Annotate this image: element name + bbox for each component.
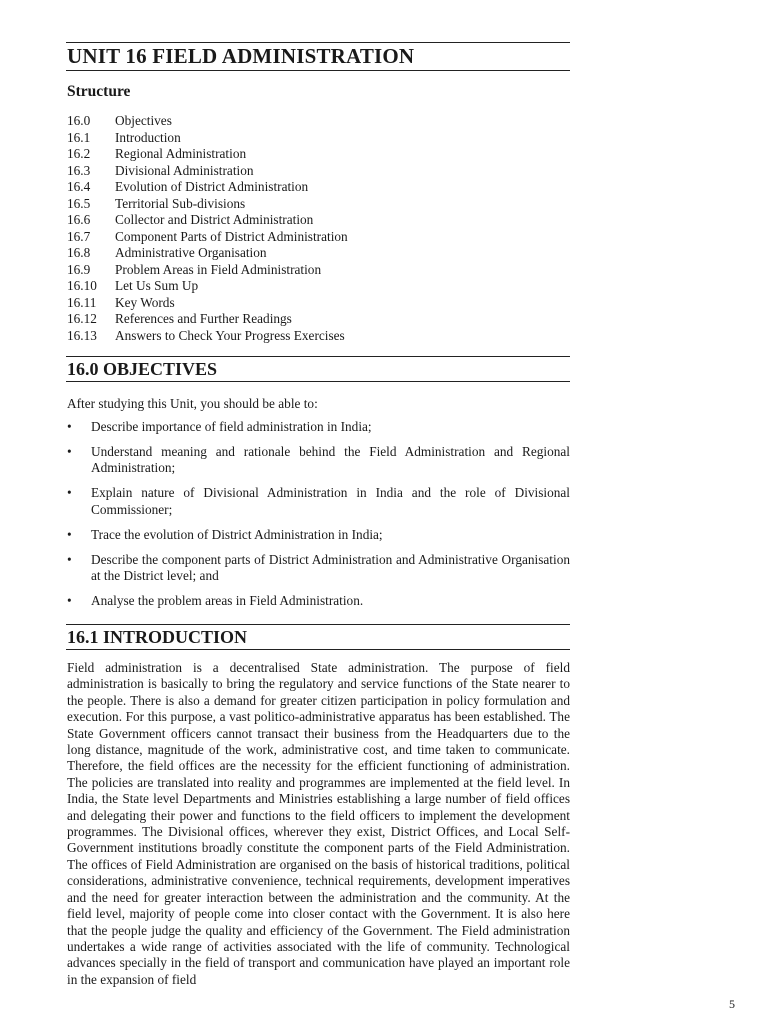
objectives-list bbox=[67, 419, 570, 618]
structure-item-label: Regional Administration bbox=[115, 146, 247, 161]
objective-item bbox=[67, 419, 570, 435]
structure-item-number: 16.0 bbox=[67, 113, 91, 128]
structure-item-label: References and Further Readings bbox=[115, 311, 292, 326]
objective-item bbox=[67, 527, 570, 543]
structure-item bbox=[67, 229, 348, 246]
structure-item bbox=[67, 179, 348, 196]
structure-item-number: 16.11 bbox=[67, 294, 97, 310]
bullet-icon: • bbox=[67, 444, 72, 459]
introduction-top-rule bbox=[66, 624, 570, 625]
structure-item-number: 16.12 bbox=[67, 311, 97, 326]
bullet-icon: • bbox=[67, 485, 72, 501]
structure-item bbox=[67, 295, 348, 312]
objective-item bbox=[67, 593, 570, 609]
structure-item-number: 16.1 bbox=[67, 129, 91, 145]
top-rule bbox=[66, 42, 570, 43]
introduction-paragraph: Field administration is a decentralised State administration. The purpose of field administration is basically to bring the regulatory and service functions of the State nearer to the people. There is also a demand for greater citizen participation in policy formulation and execution. For this purpose, a vast politico-administrative apparatus has been established. The State Government officers cannot transact their business from the Headquarters due to the long distance, magnitude of the work, administrative cost, and time taken to communicate. Therefore, the field offices are the necessity for the efficient functioning of administration. The policies are translated into reality and programmes are implemented at the field level. In India, the State level Departments and Ministries establishing a large number of field offices and delegating their power and functions to the field officers to implement the development programmes. The Divisional offices, wherever they exist, District Offices, and Local Self-Government institutions broadly constitute the component parts of the Field Administration. The offices of Field Administration are organised on the basis of historical traditions, political considerations, administrative convenience, technical requirements, development imperatives and the need for greater interaction between the administration and the community. At the field level, majority of people come into closer contact with the Government. It is also here that the people judge the quality and efficiency of the Government. The Field administration undertakes a wide range of activities associated with the life of community. Technological advances specially in the field of transport and communication have played an important role in the expansion of field bbox=[67, 660, 570, 987]
objective-text: Describe the component parts of District Administration and Administrative Organisation at the District level; and bbox=[91, 551, 570, 584]
bullet-icon: • bbox=[67, 593, 72, 609]
structure-item-number: 16.8 bbox=[67, 245, 91, 260]
objective-text: Explain nature of Divisional Administration in India and the role of Divisional Commissioner; bbox=[91, 485, 570, 517]
bullet-icon: • bbox=[67, 526, 72, 542]
structure-item-number: 16.13 bbox=[67, 327, 97, 343]
structure-item-number: 16.7 bbox=[67, 228, 91, 244]
structure-item bbox=[67, 196, 348, 213]
structure-item bbox=[67, 163, 348, 180]
objective-text: Describe importance of field administration in India; bbox=[91, 419, 372, 434]
structure-item-number: 16.9 bbox=[67, 261, 91, 277]
structure-item-number: 16.5 bbox=[67, 195, 91, 211]
objectives-intro: After studying this Unit, you should be able to: bbox=[67, 396, 318, 411]
bullet-icon: • bbox=[67, 419, 72, 434]
objective-text: Trace the evolution of District Administration in India; bbox=[91, 526, 383, 542]
structure-item-number: 16.2 bbox=[67, 146, 91, 161]
introduction-heading: 16.1 INTRODUCTION bbox=[67, 627, 248, 647]
structure-list bbox=[67, 113, 348, 344]
objective-item bbox=[67, 444, 570, 477]
objective-text: Understand meaning and rationale behind the Field Administration and Regional Administration; bbox=[91, 444, 570, 476]
structure-item bbox=[67, 130, 348, 147]
bullet-icon: • bbox=[67, 551, 72, 567]
structure-item bbox=[67, 262, 348, 279]
title-underline bbox=[66, 70, 570, 71]
objectives-heading: 16.0 OBJECTIVES bbox=[67, 359, 218, 379]
structure-item-label: Key Words bbox=[115, 294, 175, 310]
structure-item-label: Administrative Organisation bbox=[115, 245, 267, 260]
structure-item-label: Introduction bbox=[115, 129, 181, 145]
structure-item-label: Divisional Administration bbox=[115, 162, 254, 178]
unit-title: UNIT 16 FIELD ADMINISTRATION bbox=[67, 44, 415, 68]
objective-text: Analyse the problem areas in Field Administration. bbox=[91, 593, 364, 609]
structure-item-number: 16.6 bbox=[67, 212, 91, 227]
structure-item bbox=[67, 245, 348, 262]
structure-item-number: 16.3 bbox=[67, 162, 91, 178]
structure-item bbox=[67, 328, 348, 345]
structure-item bbox=[67, 146, 348, 163]
structure-item-label: Evolution of District Administration bbox=[115, 179, 309, 194]
structure-item-number: 16.10 bbox=[67, 278, 97, 293]
introduction-bottom-rule bbox=[66, 649, 570, 650]
structure-item-label: Let Us Sum Up bbox=[115, 278, 199, 293]
structure-item-label: Objectives bbox=[115, 113, 172, 128]
structure-item bbox=[67, 212, 348, 229]
structure-item-label: Problem Areas in Field Administration bbox=[115, 261, 322, 277]
structure-item-label: Component Parts of District Administration bbox=[115, 228, 348, 244]
objectives-top-rule bbox=[66, 356, 570, 357]
structure-item bbox=[67, 113, 348, 130]
structure-item bbox=[67, 311, 348, 328]
structure-item-label: Collector and District Administration bbox=[115, 212, 314, 227]
structure-heading: Structure bbox=[67, 83, 131, 100]
objective-item bbox=[67, 552, 570, 585]
page-number: 5 bbox=[729, 997, 735, 1011]
structure-item-label: Territorial Sub-divisions bbox=[115, 195, 246, 211]
structure-item bbox=[67, 278, 348, 295]
structure-item-number: 16.4 bbox=[67, 179, 91, 194]
objectives-bottom-rule bbox=[66, 381, 570, 382]
objective-item bbox=[67, 485, 570, 518]
structure-item-label: Answers to Check Your Progress Exercises bbox=[115, 327, 345, 343]
